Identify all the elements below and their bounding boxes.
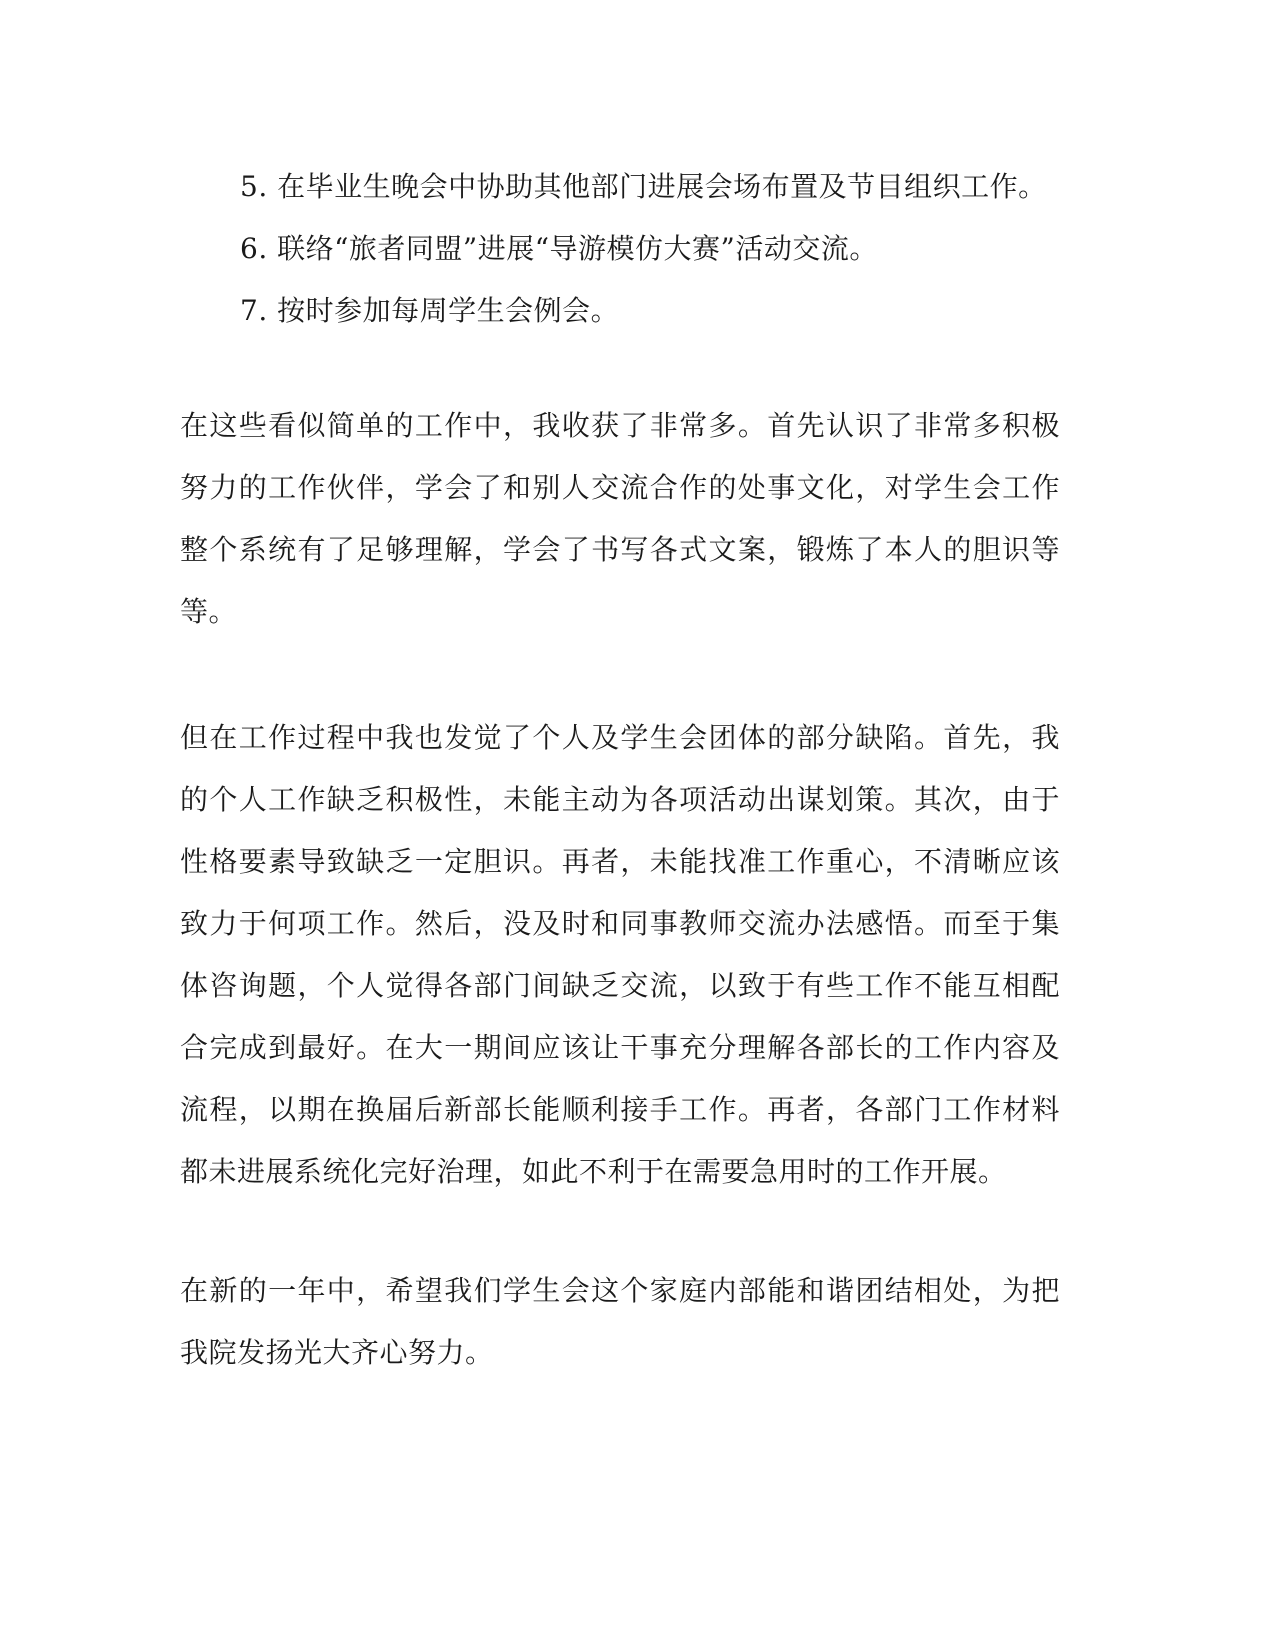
paragraph-line: 致力于何项工作。然后，没及时和同事教师交流办法感悟。而至于集 — [180, 907, 1060, 940]
list-item: 5. 在毕业生晚会中协助其他部门进展会场布置及节目组织工作。 — [240, 170, 1047, 203]
numbered-list — [240, 156, 1100, 342]
paragraph-line: 在新的一年中，希望我们学生会这个家庭内部能和谐团结相处，为把 — [180, 1274, 1060, 1307]
paragraph-line: 整个系统有了足够理解，学会了书写各式文案，锻炼了本人的胆识等 — [180, 533, 1060, 566]
list-item: 6. 联络“旅者同盟”进展“导游模仿大赛”活动交流。 — [240, 232, 878, 265]
paragraph-line: 性格要素导致缺乏一定胆识。再者，未能找准工作重心，不清晰应该 — [180, 845, 1060, 878]
list-item: 7. 按时参加每周学生会例会。 — [240, 294, 620, 327]
paragraph-line: 等。 — [180, 595, 238, 628]
paragraph-line: 在这些看似简单的工作中，我收获了非常多。首先认识了非常多积极 — [180, 409, 1060, 442]
paragraph-line: 的个人工作缺乏积极性，未能主动为各项活动出谋划策。其次，由于 — [180, 783, 1060, 816]
paragraph-line: 体咨询题，个人觉得各部门间缺乏交流，以致于有些工作不能互相配 — [180, 969, 1060, 1002]
paragraph-line: 但在工作过程中我也发觉了个人及学生会团体的部分缺陷。首先，我 — [180, 721, 1060, 754]
paragraph-gains — [180, 395, 1060, 643]
paragraph-line: 我院发扬光大齐心努力。 — [180, 1336, 494, 1369]
paragraph-line: 都未进展系统化完好治理，如此不利于在需要急用时的工作开展。 — [180, 1155, 1007, 1188]
paragraph-line: 合完成到最好。在大一期间应该让干事充分理解各部长的工作内容及 — [180, 1031, 1060, 1064]
paragraph-line: 努力的工作伙伴，学会了和别人交流合作的处事文化，对学生会工作 — [180, 471, 1060, 504]
paragraph-shortcomings — [180, 707, 1060, 1203]
paragraph-line: 流程，以期在换届后新部长能顺利接手工作。再者，各部门工作材料 — [180, 1093, 1060, 1126]
paragraph-hopes — [180, 1260, 1060, 1384]
